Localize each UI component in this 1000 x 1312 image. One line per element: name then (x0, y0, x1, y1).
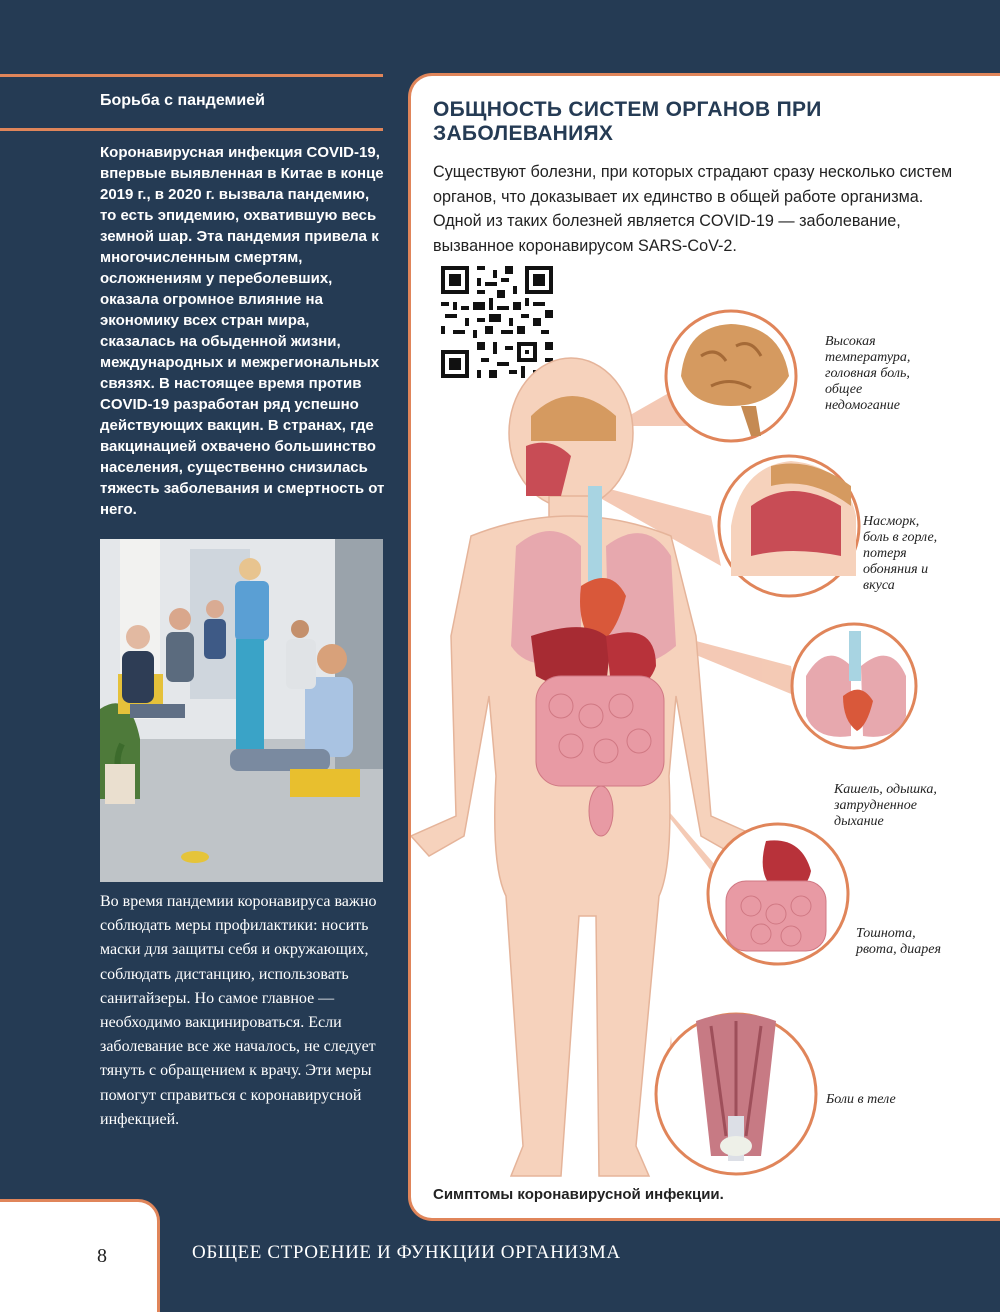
brain-callout (666, 311, 796, 441)
sidebar-title: Борьба с пандемией (100, 92, 265, 109)
figure-caption: Симптомы коронавирусной инфекции. (433, 1186, 724, 1203)
section-title: ОБЩЕЕ СТРОЕНИЕ И ФУНКЦИИ ОРГАНИЗМА (192, 1242, 621, 1263)
sidebar-intro-text: Коронавирусная инфекция COVID-19, впервые выявленная в Китае в конце 2019 г., в 2020 г. вызвала пандемию, то есть эпидемию, охватившую весь земной шар. Эта пандемия привела к многочисленным смертям, осложнениям у переболевших, оказала огромное влияние на экономику всех стран мира, сказалась на обыденной жизни, международных и межрегиональных связях. В настоящее время против COVID-19 разработан ряд успешно действующих вакцин. В странах, где вакцинацией охвачено большинство населения, существенно снизилась тяжесть заболевания и смертность от него. (100, 144, 385, 518)
leg-callout (656, 1014, 816, 1175)
panel-title: ОБЩНОСТЬ СИСТЕМ ОРГАНОВ ПРИ ЗАБОЛЕВАНИЯХ (433, 98, 822, 145)
sidebar-title-rule (0, 128, 383, 131)
panel-intro-text: Существуют болезни, при которых страдают сразу несколько систем органов, что доказывает их единство в общей работе организма. Одной из таких болезней является COVID-19 — заболевание, вызванное коронавирусом SARS-CoV-2. (433, 163, 953, 255)
body-diagram (411, 76, 1000, 1224)
gut-callout (708, 824, 848, 964)
throat-callout (719, 456, 859, 596)
sidebar-outro-text: Во время пандемии коронавируса важно соблюдать меры профилактики: носить маски для защиты себя и окружающих, соблюдать дистанцию, использовать санитайзеры. Но самое главное — необходимо вакцинироваться. Если заболевание все же началось, не следует тянуть с обращением к врачу. Эти меры помогут справиться с коронавирусной инфекцией. (100, 893, 377, 1128)
page-number-box (0, 1199, 160, 1312)
symptom-body-aches: Боли в теле (826, 1092, 896, 1107)
organ-systems-panel (408, 73, 1000, 1221)
symptom-cough: Кашель, одышка, затрудненное дыхание (834, 782, 937, 829)
symptom-nausea: Тошнота, рвота, диарея (856, 926, 941, 957)
lungs-callout (792, 624, 916, 748)
symptom-runny-nose: Насморк, боль в горле, потеря обоняния и вкуса (863, 514, 938, 593)
sidebar-top-rule (0, 74, 383, 77)
page-number: 8 (97, 1245, 107, 1267)
waiting-room-photo (100, 539, 383, 882)
symptom-fever: Высокая температура, головная боль, общее недомогание (825, 334, 911, 413)
